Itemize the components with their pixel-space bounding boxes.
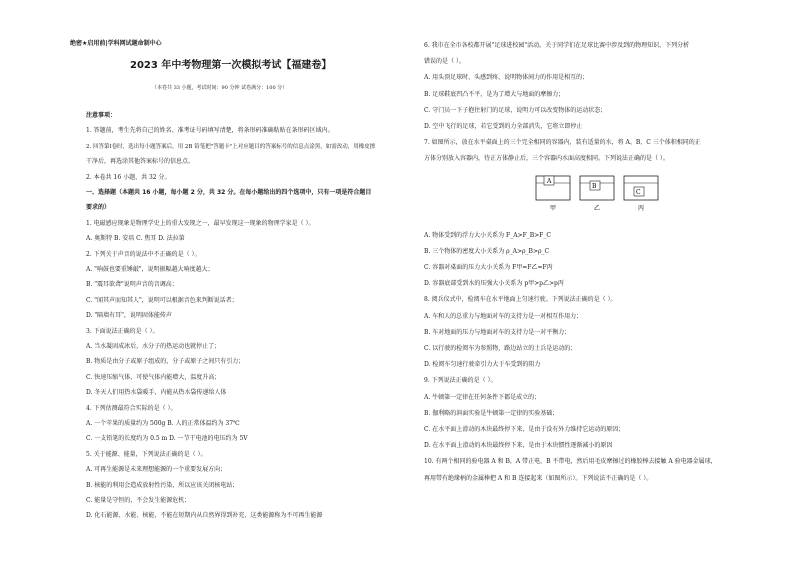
text-line: D. 检阅车匀速行驶牵引力大于车受到的阻力: [424, 361, 541, 369]
text-line: A. 一个苹果的质量约为 500g B. 人的正常体温约为 37℃: [86, 420, 240, 427]
text-line: 3. 下面说法正确的是（ ）。: [86, 327, 159, 335]
text-line: A. 牛顿第一定律在任何条件下都是成立的；: [424, 393, 541, 401]
text-line: 注意事项：: [86, 112, 117, 119]
text-line: 干净后，再选涂其他答案标号的信息点。: [86, 158, 195, 166]
container-jia: [536, 176, 570, 212]
text-line: B. 三个物体的密度大小关系为 ρ_A>ρ_B>ρ_C: [424, 247, 550, 255]
text-line: D. "隔墙有耳"，说明固体能传声: [86, 312, 172, 320]
text-line: C. "闻其声而知其人"，说明可以根据音色来判断说话者；: [86, 296, 238, 304]
text-line: B. 伽利略的斜面实验是牛顿第一定律的实验基础；: [424, 409, 559, 417]
text-line: C. 在水平面上滑动的木块最终停下来，是由于没有外力维持它运动的原因；: [424, 426, 625, 433]
text-line: C. 以行驶的检阅车为参照物，路边站立的士兵是运动的；: [424, 345, 577, 352]
text-line: B. 足球鞋底凹凸不平，是为了增大与地面的摩擦力；: [424, 90, 565, 98]
text-line: B. 物质是由分子或原子组成的，分子或原子之间只有引力；: [86, 358, 245, 366]
exam-subtitle: （本卷共 33 小题，考试时间：90 分钟 试卷满分：100 分）: [152, 85, 288, 91]
text-line: 方体分别放入容器内，待正方体静止后，三个容器内水面高度相同。下列说法正确的是（ ）。: [424, 155, 669, 163]
cube-label-b: B: [592, 183, 597, 190]
text-line: D. 冬天人们用热水袋暖手，内能从热水袋传递给人体: [86, 389, 227, 397]
text-line: A. "响鼓也要重锤敲"，说明振幅越大响度越大；: [86, 266, 214, 273]
text-line: A. 奥斯特 B. 安培 C. 焦耳 D. 法拉第: [86, 235, 185, 243]
text-line: 一、选择题（本题共 16 小题，每小题 2 分，共 32 分。在每小题给出的四个选项中，只有一项是符合题目: [86, 189, 372, 196]
text-line: 1. 电磁感应现象是物理学史上的重大发现之一，最早发现这一现象的物理学家是（ ）。: [86, 219, 315, 227]
cube-label-c: C: [636, 189, 641, 196]
text-line: 8. 阅兵仪式中，检阅车在水平地面上匀速行驶。下列说法正确的是（ ）。: [424, 296, 617, 304]
text-line: 1. 答题前，考生先将自己的姓名、准考证号码填写清楚，将条形码准确粘贴在条形码区域内。: [86, 127, 334, 135]
text-line: D. 在水平面上滑动的木块最终停下来，是由于木块惯性逐渐减小的原因: [424, 442, 613, 450]
text-line: 4. 下列估测最符合实际的是（ ）。: [86, 404, 177, 412]
text-line: C. 守门员一下子抱住射门的足球，说明力可以改变物体的运动状态；: [424, 106, 607, 114]
container-bing: [624, 176, 658, 212]
text-line: B. 核能的利用会造成放射性污染，所以应该关闭核电站；: [86, 481, 239, 489]
cube-label-a: A: [547, 178, 552, 185]
text-line: C. 能量是守恒的，不会发生能源危机；: [86, 497, 191, 504]
exam-title: 2023 年中考物理第一次模拟考试【福建卷】: [130, 60, 332, 71]
text-line: A. 当水凝固成冰后，水分子的热运动也就停止了；: [86, 343, 221, 350]
caption-yi: 乙: [594, 205, 601, 212]
text-line: B. "震耳欲聋"说明声音的音调高；: [86, 281, 178, 289]
text-line: 2. 回答第Ⅰ卷时，选出每小题答案后，用 2B 铅笔把"答题卡"上对应题目的答案标号的信息点涂黑，如需改动，用橡皮擦: [86, 143, 376, 150]
text-line: D. 空中飞行的足球，若它受到的力全部消失，它将立即停止: [424, 123, 583, 130]
text-line: 7. 如图所示，放在水平桌面上的三个完全相同的容器内，装有适量的水，将 A、B、C 三个体积相同的正: [424, 139, 701, 147]
text-line: 2. 本卷共 16 小题，共 32 分。: [86, 173, 171, 181]
text-line: C. 一支铅笔的长度约为 0.5 m D. 一节干电池的电压约为 5V: [86, 435, 248, 443]
text-line: A. 物体受到的浮力大小关系为 F_A>F_B>F_C: [424, 231, 551, 239]
text-line: D. 化石能源、水能、核能，不能在短期内从自然界得到补充，这类能源称为不可再生能源: [86, 512, 323, 520]
text-line: D. 容器底部受到水的压强大小关系为 p甲>p乙>p丙: [424, 280, 564, 288]
text-line: 9. 下列说法正确的是（ ）。: [424, 377, 497, 385]
watermark-text: 绝密★启用前|学科网试题命制中心: [70, 40, 162, 47]
text-line: C. 快速压缩气体，可使气体内能增大，温度升高；: [86, 373, 221, 381]
text-line: A. 可再生能源是未来理想能源的一个重要发展方向；: [86, 466, 227, 474]
text-line: 再用带有绝缘柄的金属棒把 A 和 B 连接起来（如图所示）。下列说法不正确的是（ ）。: [424, 474, 653, 482]
text-line: C. 容器对桌面的压力大小关系为 F甲=F乙=F丙: [424, 264, 553, 271]
caption-bing: 丙: [638, 205, 645, 212]
text-line: B. 车对地面的压力与地面对车的支持力是一对平衡力；: [424, 328, 571, 336]
text-line: A. 车和人的总重力与地面对车的支持力是一对相互作用力；: [424, 312, 583, 320]
containers-figure: [534, 170, 662, 212]
text-line: 要求的）: [86, 204, 111, 212]
text-line: 10. 有两个相同的验电器 A 和 B，A 带正电，B 不带电，然后用毛皮摩擦过的橡胶棒去接触 A 验电器金属球，: [424, 458, 717, 466]
text-line: 6. 我市在全市各校都开展"足球进校园"活动。关于同学们在足球比赛中涉及到的物理知识，下列分析: [424, 42, 690, 49]
text-line: 5. 关于能源、能量，下列说法正确的是（ ）。: [86, 450, 207, 458]
text-line: 错误的是（ ）。: [424, 58, 465, 66]
caption-jia: 甲: [550, 205, 557, 212]
text-line: 2. 下列关于声音的说法中不正确的是（ ）。: [86, 250, 201, 258]
text-line: A. 用头顶足球时，头感到疼，说明物体间力的作用是相互的；: [424, 74, 589, 82]
container-yi: [580, 176, 614, 212]
